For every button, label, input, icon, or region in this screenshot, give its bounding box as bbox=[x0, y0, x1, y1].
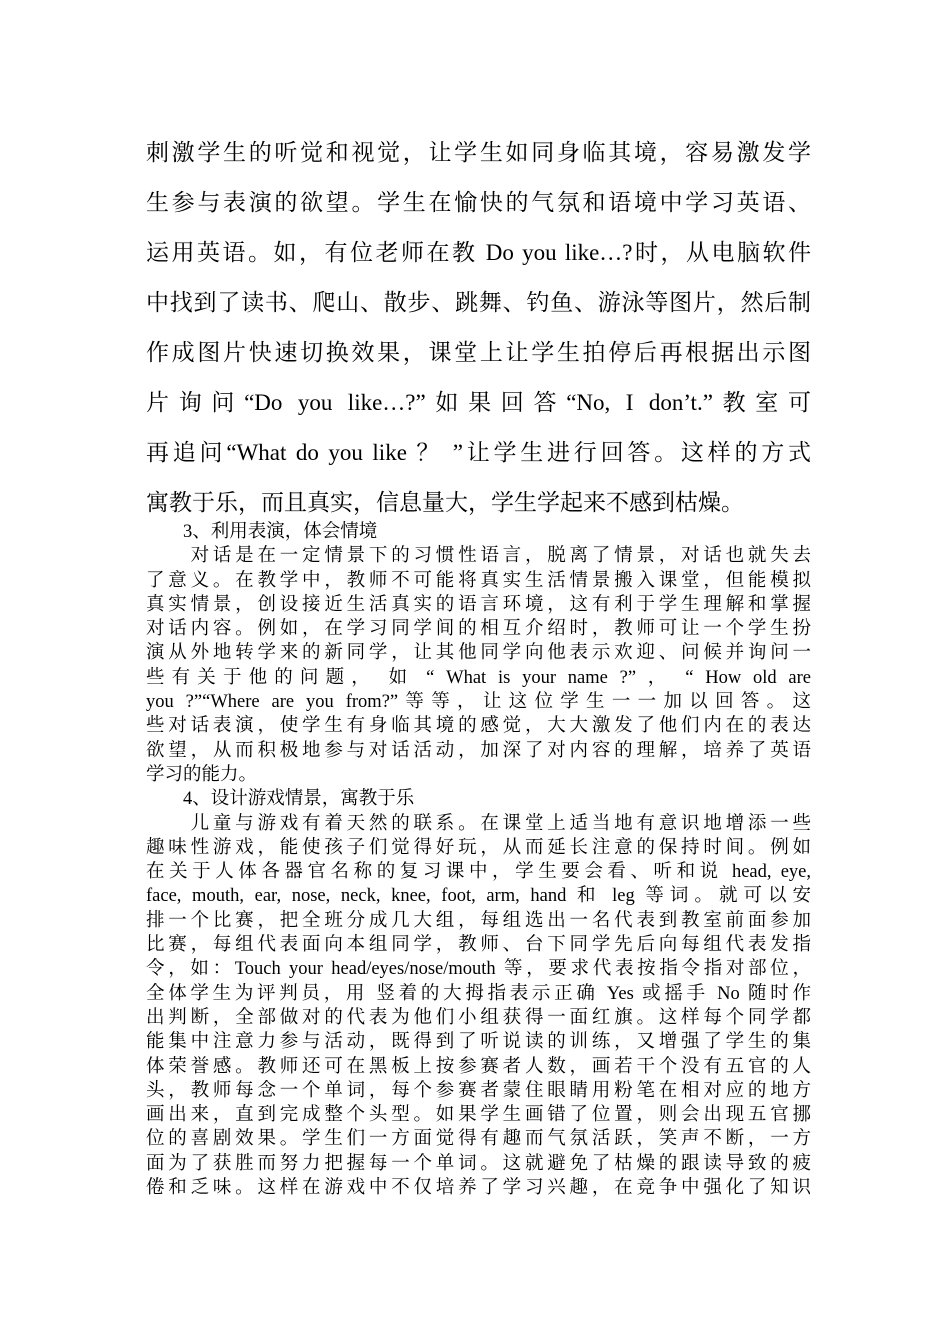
paragraph-intro bbox=[146, 128, 811, 528]
text-line: 位的喜剧效果。学生们一方面觉得有趣而气氛活跃，笑声不断，一方 bbox=[146, 1129, 811, 1150]
text-line: 刺激学生的听觉和视觉，让学生如同身临其境，容易激发学 bbox=[146, 140, 811, 165]
text-line: 了意义。在教学中，教师不可能将真实生活情景搬入课堂，但能模拟 bbox=[146, 570, 811, 591]
text-line: 画出来，直到完成整个头型。如果学生画错了位置，则会出现五官挪 bbox=[146, 1105, 811, 1126]
text-line: 面为了获胜而努力把握每一个单词。这就避免了枯燥的跟读导致的疲 bbox=[146, 1153, 811, 1174]
text-line: 再追问“What do you like ？ ”让学生进行回答。这样的方式 bbox=[146, 440, 811, 465]
text-line: 对话是在一定情景下的习惯性语言，脱离了情景，对话也就失去 bbox=[146, 546, 811, 567]
section-heading-3: 3、利用表演，体会情境 bbox=[146, 522, 378, 542]
text-line: 倦和乏味。这样在游戏中不仅培养了学习兴趣，在竞争中强化了知识 bbox=[146, 1178, 811, 1199]
text-line: you ?”“Where are you from?”等等，让这位学生一一加以回答。这 bbox=[146, 692, 811, 713]
text-line: 儿童与游戏有着天然的联系。在课堂上适当地有意识地增添一些 bbox=[146, 813, 811, 834]
text-line: 排一个比赛，把全班分成几大组，每组选出一名代表到教室前面参加 bbox=[146, 910, 811, 931]
text-line: 令，如：Touch your head/eyes/nose/mouth 等，要求代表按指令指对部位， bbox=[146, 959, 811, 980]
paragraph-4 bbox=[146, 812, 811, 1201]
text-line: 运用英语。如，有位老师在教 Do you like…?时，从电脑软件 bbox=[146, 240, 811, 265]
text-line: 些对话表演，使学生有身临其境的感觉，大大激发了他们内在的表达 bbox=[146, 716, 811, 737]
text-line: 学习的能力。 bbox=[146, 764, 258, 785]
paragraph-3 bbox=[146, 544, 811, 787]
text-line: 片询问“Do you like…?”如果回答“No, I don’t.”教室可 bbox=[146, 390, 811, 415]
text-line: 真实情景，创设接近生活真实的语言环境，这有利于学生理解和掌握 bbox=[146, 594, 811, 615]
text-line: 些有关于他的问题， 如 “ What is your name ?” ， “ How old are bbox=[146, 667, 811, 688]
body-sections bbox=[146, 520, 811, 1200]
text-line: 体荣誉感。教师还可在黑板上按参赛者人数，画若干个没有五官的人 bbox=[146, 1056, 811, 1077]
text-line: 欲望，从而积极地参与对话活动，加深了对内容的理解，培养了英语 bbox=[146, 740, 811, 761]
text-line: face, mouth, ear, nose, neck, knee, foot, arm, hand 和 leg 等词。就可以安 bbox=[146, 886, 811, 907]
text-line: 能集中注意力参与活动，既得到了听说读的训练，又增强了学生的集 bbox=[146, 1032, 811, 1053]
section-heading-4: 4、设计游戏情景，寓教于乐 bbox=[146, 789, 415, 810]
text-line: 对话内容。例如，在学习同学间的相互介绍时，教师可让一个学生扮 bbox=[146, 619, 811, 640]
text-line: 生参与表演的欲望。学生在愉快的气氛和语境中学习英语、 bbox=[146, 190, 811, 215]
text-line: 趣味性游戏，能使孩子们觉得好玩，从而延长注意的保持时间。例如 bbox=[146, 837, 811, 858]
text-line: 演从外地转学来的新同学，让其他同学向他表示欢迎、问候并询问一 bbox=[146, 643, 811, 664]
text-line: 头，教师每念一个单词，每个参赛者蒙住眼睛用粉笔在相对应的地方 bbox=[146, 1080, 811, 1101]
text-line: 中找到了读书、爬山、散步、跳舞、钓鱼、游泳等图片，然后制 bbox=[146, 290, 811, 315]
text-line: 比赛，每组代表面向本组同学，教师、台下同学先后向每组代表发指 bbox=[146, 935, 811, 956]
text-line: 在关于人体各器官名称的复习课中，学生要会看、听和说 head, eye, bbox=[146, 862, 811, 883]
text-line: 出判断，全部做对的代表为他们小组获得一面红旗。这样每个同学都 bbox=[146, 1007, 811, 1028]
text-line: 作成图片快速切换效果，课堂上让学生拍停后再根据出示图 bbox=[146, 340, 811, 365]
text-line: 寓教于乐，而且真实，信息量大，学生学起来不感到枯燥。 bbox=[146, 490, 744, 515]
text-line: 全体学生为评判员，用 竖着的大拇指表示正确 Yes 或摇手 No 随时作 bbox=[146, 983, 811, 1004]
